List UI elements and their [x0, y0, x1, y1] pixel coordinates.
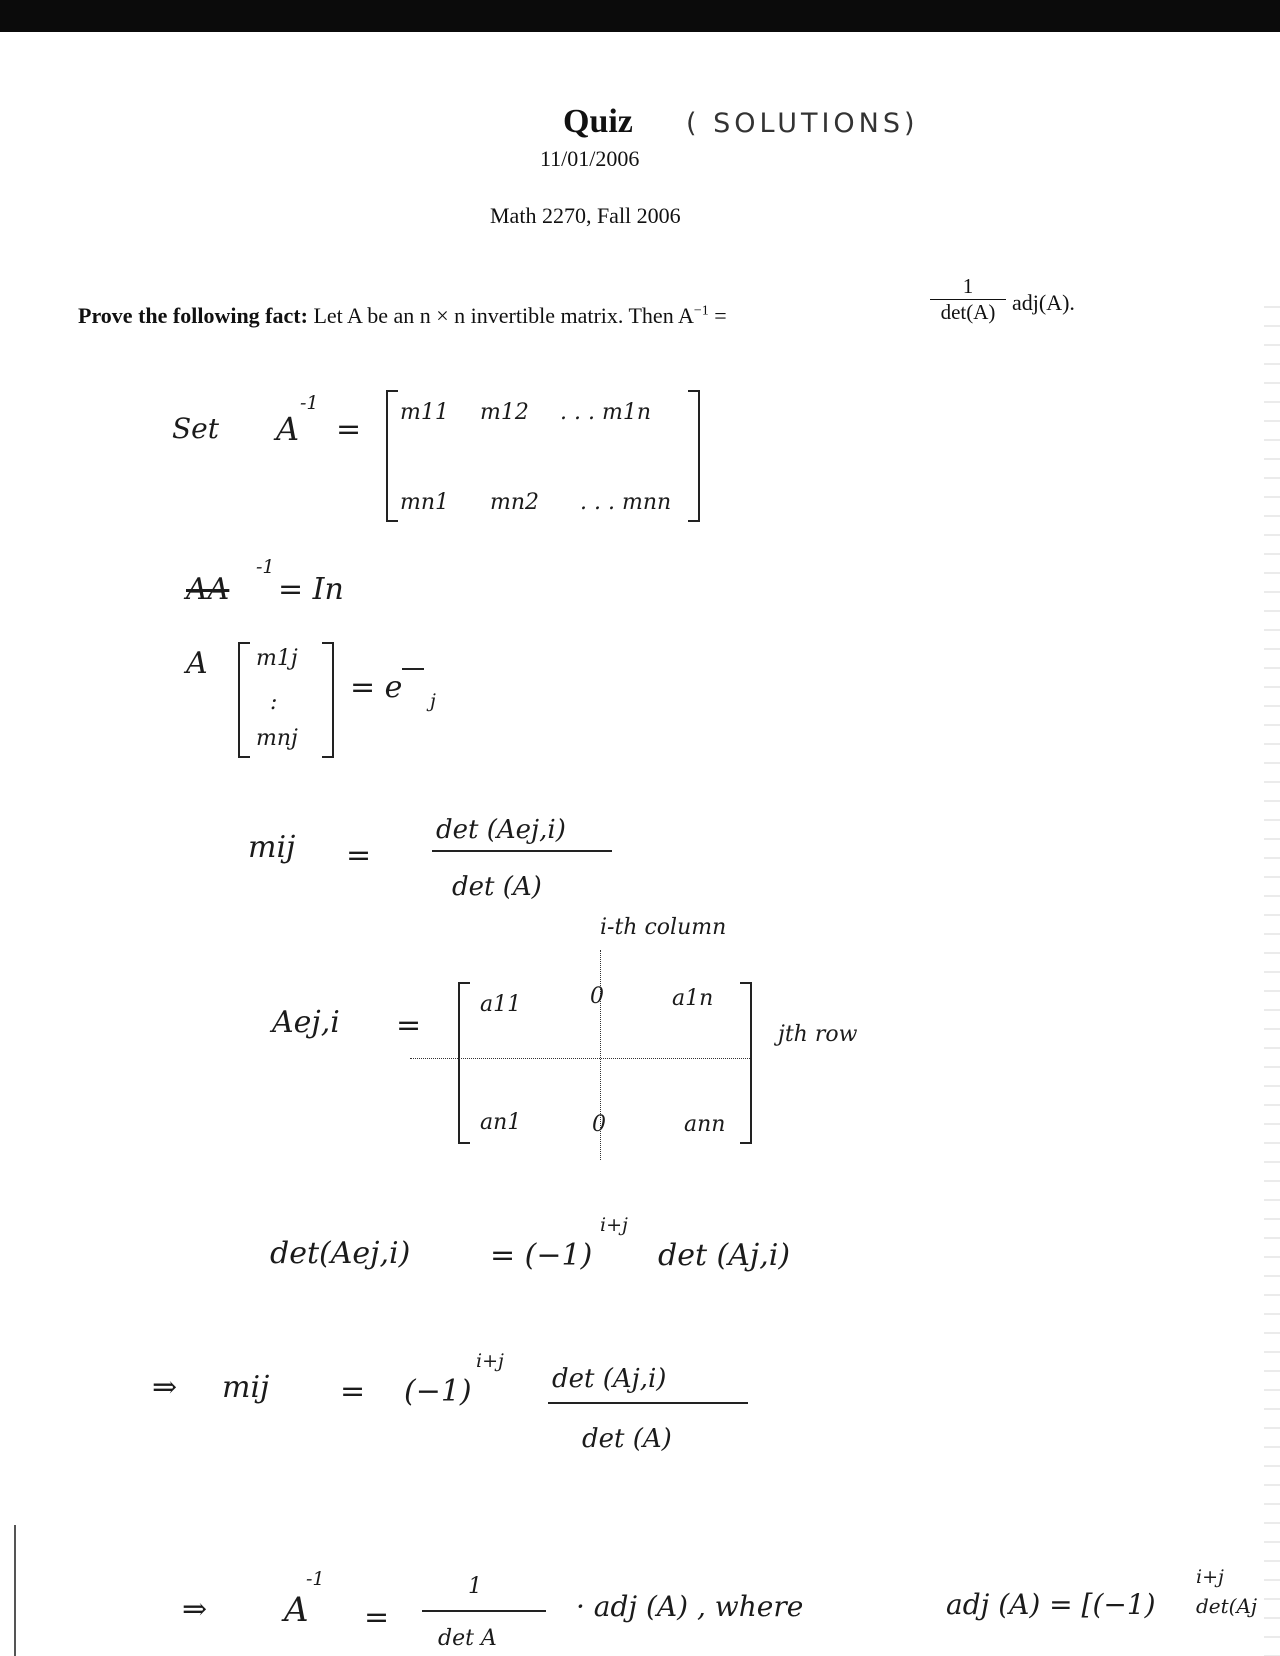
statement-lead: Prove the following fact:	[78, 303, 308, 328]
entry-ann: ann	[684, 1112, 726, 1137]
column-entry-mnj: mnj	[256, 726, 298, 751]
aa-inverse-rhs: = In	[278, 572, 344, 607]
implies-2-denominator: det A	[438, 1626, 497, 1651]
implies-1-numerator: det (Aj,i)	[552, 1364, 667, 1394]
expansion-rhs-exponent: i+j	[600, 1214, 628, 1236]
implies-1-fraction-bar	[548, 1402, 748, 1404]
unit-vector-arrow	[402, 668, 424, 670]
column-rhs-subscript: j	[430, 690, 436, 712]
m11-entry: m11	[400, 400, 449, 425]
column-left-bracket	[238, 642, 250, 758]
statement-tail: adj(A).	[1012, 290, 1075, 315]
implies-2-A: A	[284, 1590, 309, 1630]
implies-1-equals: =	[340, 1374, 366, 1409]
mnn-entry: . . . mnn	[580, 490, 672, 515]
m1n-entry: . . . m1n	[560, 400, 651, 425]
implies-1-exponent: i+j	[476, 1350, 504, 1372]
statement-exponent: −1	[693, 303, 709, 319]
statement-equals: =	[714, 303, 727, 328]
aa-inverse-exponent: -1	[256, 556, 275, 578]
set-label: Set	[172, 412, 220, 445]
implies-2-adj-tail: det(Aj	[1196, 1594, 1258, 1618]
cramer-denominator-text: det (A)	[452, 872, 542, 902]
scan-right-edge	[1264, 300, 1280, 1656]
entry-a1n: a1n	[672, 986, 714, 1011]
scan-left-edge	[14, 1525, 16, 1656]
column-rhs: = e	[350, 670, 403, 705]
matrix-m-right-bracket	[688, 390, 700, 522]
entry-an1: an1	[480, 1110, 522, 1135]
implies-1-base: (−1)	[404, 1374, 472, 1409]
quiz-title: Quiz	[563, 103, 633, 140]
implies-2-adj-exponent: i+j	[1196, 1566, 1224, 1588]
implies-2-numerator: 1	[468, 1574, 482, 1599]
aeji-left-bracket	[458, 982, 470, 1144]
implies-1-lhs: mij	[222, 1370, 270, 1405]
implies-arrow-2: ⇒	[182, 1592, 208, 1627]
expansion-rhs-tail: det (Aj,i)	[658, 1238, 791, 1273]
set-A-exponent: -1	[300, 392, 319, 414]
column-A: A	[186, 646, 208, 681]
aeji-right-bracket	[740, 982, 752, 1144]
implies-2-equals: =	[364, 1600, 390, 1635]
ith-column-label: i-th column	[600, 915, 727, 940]
mn1-entry: mn1	[400, 490, 450, 515]
implies-2-adj: adj (A) = [(−1)	[946, 1588, 1156, 1621]
column-entry-dots: :	[270, 690, 278, 715]
m12-entry: m12	[480, 400, 529, 425]
implies-2-fraction-bar	[422, 1610, 546, 1612]
entry-a11: a11	[480, 992, 522, 1017]
cramer-lhs: mij	[248, 830, 296, 865]
mn2-entry: mn2	[490, 490, 540, 515]
fraction-numerator: 1	[962, 274, 974, 298]
quiz-date: 11/01/2006	[540, 146, 640, 171]
aeji-lhs: Aej,i	[272, 1005, 340, 1040]
cramer-fraction-bar	[432, 850, 612, 852]
aa-inverse-lhs: AA	[186, 572, 230, 607]
jth-row-label: jth row	[778, 1022, 858, 1047]
entry-zero-top: 0	[590, 984, 604, 1009]
cramer-equals: =	[346, 838, 372, 873]
statement-fraction	[930, 274, 1006, 325]
matrix-m-left-bracket	[386, 390, 398, 522]
course-label: Math 2270, Fall 2006	[490, 203, 681, 228]
fraction-denominator: det(A)	[930, 299, 1006, 325]
solutions-note: ( SOLUTIONS)	[686, 108, 919, 139]
entry-zero-bottom: 0	[592, 1112, 606, 1137]
jth-row-divider	[410, 1058, 750, 1059]
expansion-lhs: det(Aej,i)	[270, 1236, 411, 1271]
scan-top-border	[0, 0, 1280, 32]
implies-2-exponent: -1	[306, 1568, 325, 1590]
implies-arrow-1: ⇒	[152, 1370, 178, 1405]
aeji-equals: =	[396, 1008, 422, 1043]
problem-statement	[78, 303, 727, 329]
set-equals: =	[336, 412, 362, 447]
implies-1-denominator: det (A)	[582, 1424, 672, 1454]
set-A: A	[276, 410, 300, 448]
statement-text: Let A be an n × n invertible matrix. Then A	[313, 303, 694, 328]
cramer-numerator: det (Aej,i)	[436, 815, 566, 845]
column-right-bracket	[322, 642, 334, 758]
implies-2-mid: · adj (A) , where	[576, 1590, 804, 1623]
column-entry-m1j: m1j	[256, 646, 298, 671]
expansion-rhs-base: = (−1)	[490, 1238, 593, 1273]
